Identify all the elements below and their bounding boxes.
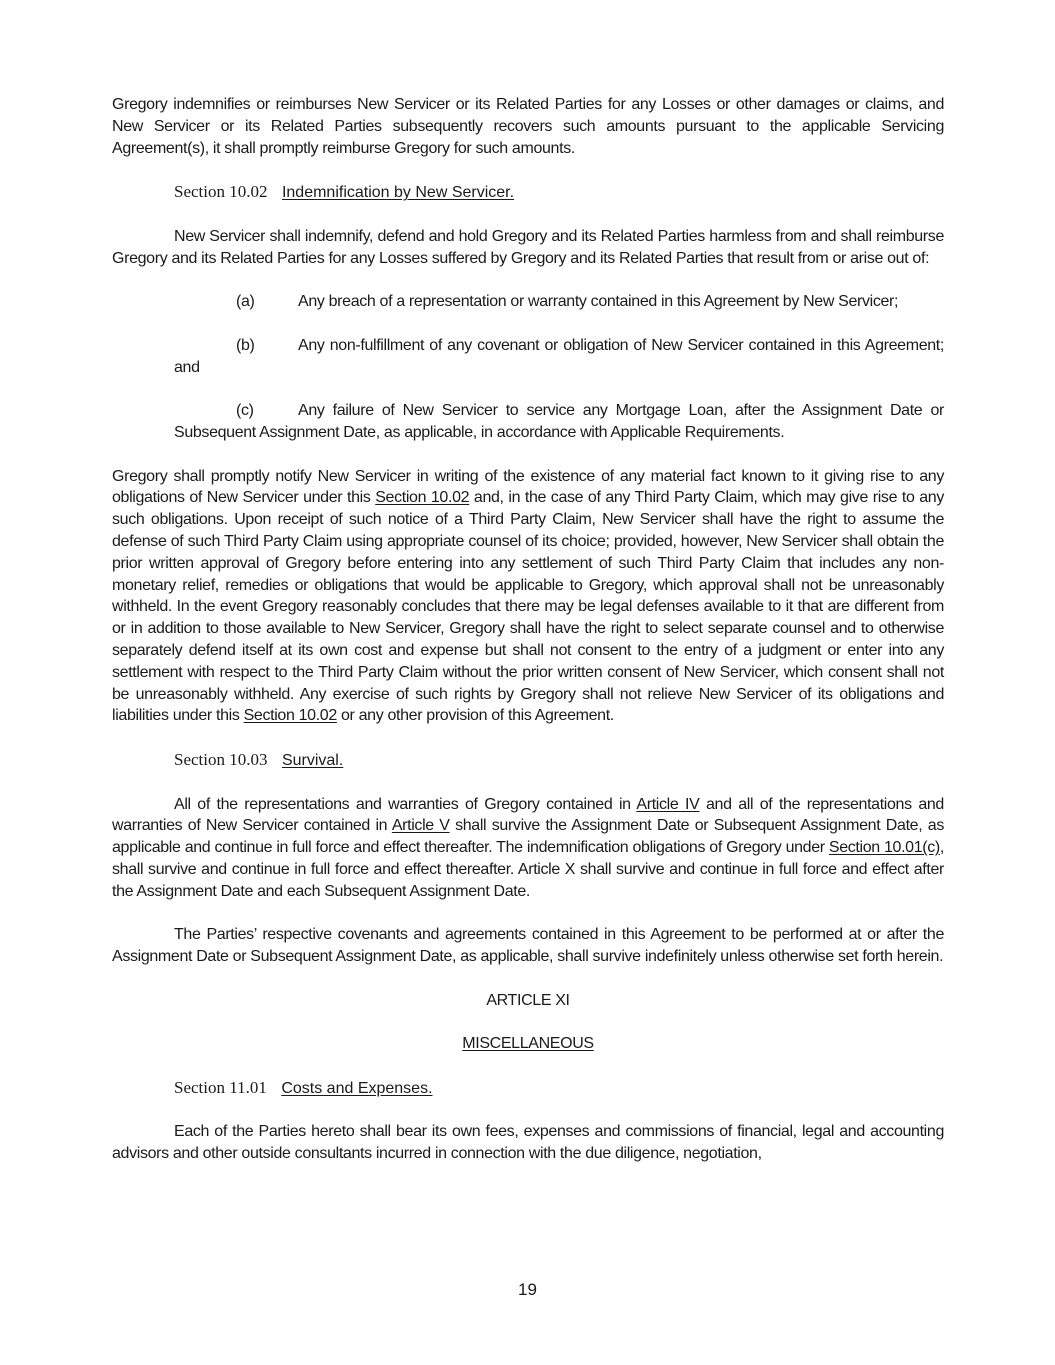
paragraph-indemnification-lead: New Servicer shall indemnify, defend and hold Gregory and its Related Parties harmless from and shall reimburse Gregory and its Related Parties for any Losses suffered by Gregory and its Related Parties that result from or arise out of: (112, 227, 944, 267)
text-run: and, in the case of any Third Party Claim, which may give rise to any such obligations. Upon receipt of such notice of a Third Party Claim, New Servicer shall have the right to assume the defense of such Third Party Claim using appropriate counsel of its choice; provided, however, New Servicer shall obtain the prior written approval of Gregory before entering into any settlement of such Third Party Claim that includes any non-monetary relief, remedies or obligations that would be applicable to Gregory, which approval shall not be unreasonably withheld. In the event Gregory reasonably concludes that there may be legal defenses available to it that are different from or in addition to those available to New Servicer, Gregory shall have the right to select separate counsel and to otherwise separately defend itself at its own cost and expense but shall not consent to the entry of a judgment or enter into any settlement with respect to the Third Party Claim without the prior written consent of New Servicer, which consent shall not be unreasonably withheld. Any exercise of such rights by Gregory shall not relieve New Servicer of its obligations and liabilities under this (112, 489, 944, 725)
text-run: shall survive the Assignment Date or Subsequent Assignment Date, as applicable and continue in full force and effect thereafter. The indemnification obligations of Gregory under (112, 817, 944, 857)
text-run: Gregory shall promptly notify New Servicer in writing of the existence of any material fact known to it giving rise to any obligations of New Servicer under this (112, 467, 944, 507)
section-number: Section 11.01 (174, 1077, 267, 1097)
paragraph-intro: Gregory indemnifies or reimburses New Servicer or its Related Parties for any Losses or other damages or claims, and New Servicer or its Related Parties subsequently recovers such amounts pursuant to the applicable Servicing Agreement(s), it shall promptly reimburse Gregory for such amounts. (112, 96, 944, 157)
article-subheading-text: MISCELLANEOUS (462, 1035, 594, 1053)
list-item-a (174, 291, 944, 313)
section-number: Section 10.02 (174, 182, 268, 202)
list-item-label: (c) (236, 402, 254, 420)
section-10-02-heading (174, 181, 944, 204)
list-item-label: (b) (236, 336, 255, 354)
cross-reference: Section 10.01(c) (828, 839, 940, 857)
page-number: 19 (518, 1280, 537, 1299)
list-item-text: Any non-fulfillment of any covenant or obligation of New Servicer contained in this Agreement; and (174, 336, 944, 376)
paragraph-costs: Each of the Parties hereto shall bear its own fees, expenses and commissions of financial, legal and accounting advisors and other outside consultants incurred in connection with the due diligence, negotiation, (112, 1123, 944, 1163)
article-heading: ARTICLE XI (486, 991, 570, 1009)
text-run: and all of the representations and warranties of New Servicer contained in (112, 795, 944, 835)
text-run: or any other provision of this Agreement. (336, 707, 614, 725)
paragraph-notify (112, 466, 944, 728)
cross-reference: Section 10.02 (375, 489, 470, 507)
document-page (112, 94, 944, 1165)
list-item-label: (a) (236, 293, 255, 311)
cross-reference: Section 10.02 (243, 707, 337, 725)
list-item-text: Any failure of New Servicer to service any Mortgage Loan, after the Assignment Date or Subsequent Assignment Date, as applicable, in accordance with Applicable Requirements. (174, 402, 944, 441)
section-number: Section 10.03 (174, 749, 268, 769)
paragraph-survival-1 (112, 794, 944, 903)
list-item-c (174, 400, 944, 444)
section-title: Costs and Expenses. (281, 1079, 433, 1097)
section-title: Survival. (281, 751, 344, 769)
cross-reference: Article V (391, 817, 450, 835)
section-10-03-heading (174, 749, 944, 772)
cross-reference: Article IV (636, 795, 700, 813)
section-title: Indemnification by New Servicer. (281, 184, 515, 202)
text-run: All of the representations and warranties of Gregory contained in (174, 795, 637, 813)
section-11-01-heading (174, 1077, 944, 1100)
list-item-b (174, 335, 944, 379)
article-subheading (112, 1033, 944, 1055)
paragraph-survival-2: The Parties’ respective covenants and agreements contained in this Agreement to be performed at or after the Assignment Date or Subsequent Assignment Date, as applicable, shall survive indefinitely unless otherwise set forth herein. (112, 926, 944, 966)
text-run: , shall survive and continue in full force and effect thereafter. Article X shall survive and continue in full force and effect after the Assignment Date and each Subsequent Assignment Date. (112, 839, 944, 900)
list-item-text: Any breach of a representation or warranty contained in this Agreement by New Servicer; (298, 293, 899, 311)
